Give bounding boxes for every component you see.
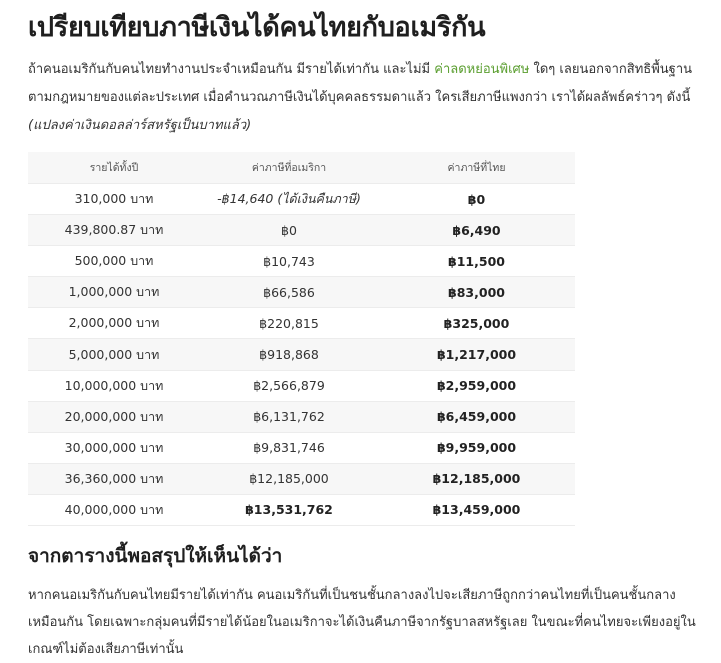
table-row xyxy=(28,215,575,246)
cell-annual-income: 500,000 บาท xyxy=(28,246,200,277)
cell-annual-income: 439,800.87 บาท xyxy=(28,215,200,246)
page-title: เปรียบเทียบภาษีเงินได้คนไทยกับอเมริกัน xyxy=(28,12,486,43)
header-us-tax: ค่าภาษีที่อเมริกา xyxy=(200,152,378,184)
cell-us-tax: ฿918,868 xyxy=(200,339,378,370)
header-thai-tax: ค่าภาษีที่ไทย xyxy=(378,152,575,184)
cell-us-tax-text: -฿14,640 (ได้เงินคืนภาษี) xyxy=(217,191,361,207)
conclusion-paragraph: หากคนอเมริกันกับคนไทยมีรายได้เท่ากัน คนอเมริกันที่เป็นชนชั้นกลางลงไปจะเสียภาษีถูกกว่าคนไทยที่เป็นคนชั้นกลางเหมือนกัน โดยเฉพาะกลุ่มคนที่มีรายได้น้อยในอเมริกาจะได้เงินคืนภาษีจากรัฐบาลสหรัฐเลย ในขณะที่คนไทยจะเพียงอยู่ในเกณฑ์ไม่ต้องเสียภาษีเท่านั้น xyxy=(28,588,696,657)
cell-us-tax: ฿0 xyxy=(200,215,378,246)
cell-annual-income: 5,000,000 บาท xyxy=(28,339,200,370)
cell-thai-tax: ฿6,490 xyxy=(378,215,575,246)
table-row xyxy=(28,308,575,339)
tax-comparison-table xyxy=(28,152,575,526)
cell-annual-income: 30,000,000 บาท xyxy=(28,432,200,463)
cell-us-tax xyxy=(200,184,378,215)
cell-us-tax: ฿12,185,000 xyxy=(200,463,378,494)
cell-thai-tax: ฿9,959,000 xyxy=(378,432,575,463)
table-row xyxy=(28,463,575,494)
cell-us-tax: ฿6,131,762 xyxy=(200,401,378,432)
cell-annual-income: 310,000 บาท xyxy=(28,184,200,215)
cell-annual-income: 1,000,000 บาท xyxy=(28,277,200,308)
cell-annual-income: 2,000,000 บาท xyxy=(28,308,200,339)
cell-us-tax: ฿220,815 xyxy=(200,308,378,339)
table-header-row xyxy=(28,152,575,184)
cell-us-tax: ฿10,743 xyxy=(200,246,378,277)
cell-annual-income: 20,000,000 บาท xyxy=(28,401,200,432)
cell-thai-tax: ฿6,459,000 xyxy=(378,401,575,432)
cell-thai-tax: ฿2,959,000 xyxy=(378,370,575,401)
intro-paragraph xyxy=(28,56,708,140)
cell-us-tax: ฿2,566,879 xyxy=(200,370,378,401)
table-row xyxy=(28,277,575,308)
cell-thai-tax: ฿12,185,000 xyxy=(378,463,575,494)
cell-thai-tax: ฿0 xyxy=(378,184,575,215)
conclusion-heading: จากตารางนี้พอสรุปให้เห็นได้ว่า xyxy=(28,545,283,567)
cell-us-tax: ฿66,586 xyxy=(200,277,378,308)
cell-thai-tax: ฿325,000 xyxy=(378,308,575,339)
table-row xyxy=(28,401,575,432)
cell-thai-tax: ฿83,000 xyxy=(378,277,575,308)
table-row xyxy=(28,494,575,525)
cell-annual-income: 36,360,000 บาท xyxy=(28,463,200,494)
cell-us-tax: ฿9,831,746 xyxy=(200,432,378,463)
cell-annual-income: 10,000,000 บาท xyxy=(28,370,200,401)
table-row xyxy=(28,246,575,277)
tax-comparison-table-wrapper xyxy=(28,152,575,526)
currency-note: (แปลงค่าเงินดอลล่าร์สหรัฐเป็นบาทแล้ว) xyxy=(28,118,252,133)
cell-thai-tax: ฿13,459,000 xyxy=(378,494,575,525)
cell-thai-tax: ฿1,217,000 xyxy=(378,339,575,370)
intro-text-after-link: ใดๆ เลยนอกจากสิทธิพื้นฐานตามกฎหมายของแต่ละประเทศ เมื่อคำนวณภาษีเงินได้บุคคลธรรมดาแล้ว ใครเสียภาษีแพงกว่า เราได้ผลลัพธ์คร่าวๆ ดังนี้ xyxy=(28,62,693,105)
table-row xyxy=(28,339,575,370)
cell-us-tax: ฿13,531,762 xyxy=(200,494,378,525)
table-row xyxy=(28,432,575,463)
special-deduction-link[interactable]: ค่าลดหย่อนพิเศษ xyxy=(434,62,530,77)
table-body xyxy=(28,184,575,526)
header-annual-income: รายได้ทั้งปี xyxy=(28,152,200,184)
cell-thai-tax: ฿11,500 xyxy=(378,246,575,277)
table-row xyxy=(28,370,575,401)
cell-annual-income: 40,000,000 บาท xyxy=(28,494,200,525)
table-row xyxy=(28,184,575,215)
intro-text-before-link: ถ้าคนอเมริกันกับคนไทยทำงานประจำเหมือนกัน มีรายได้เท่ากัน และไม่มี xyxy=(28,62,435,77)
